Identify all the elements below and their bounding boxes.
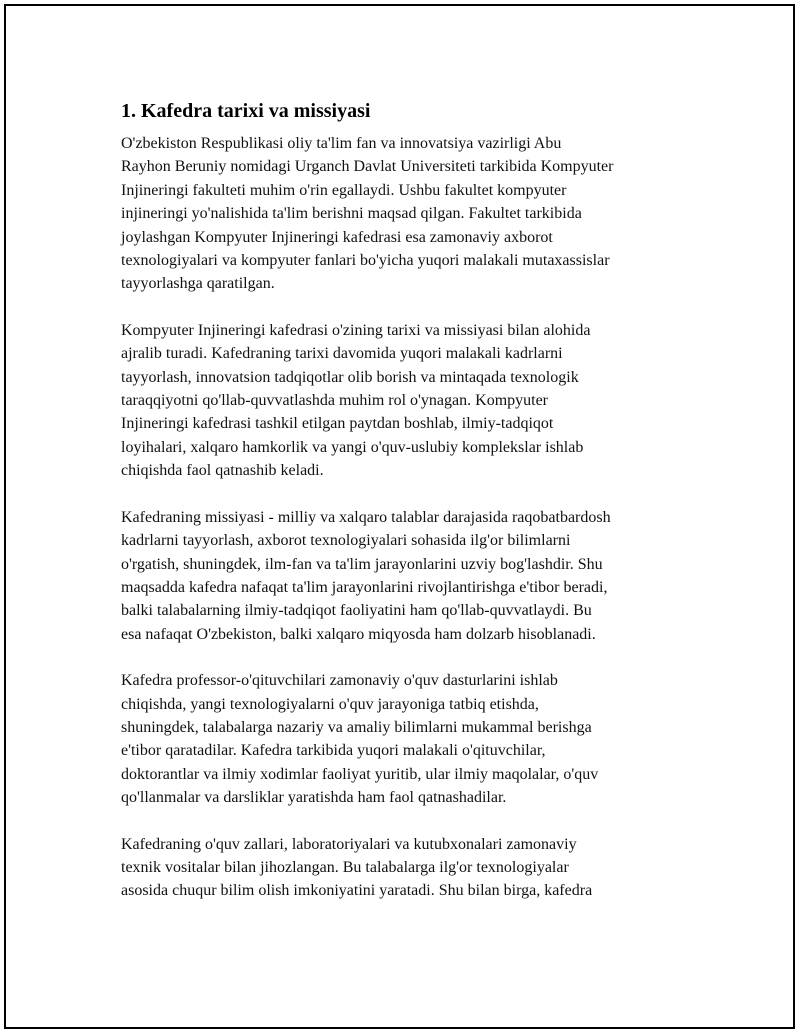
paragraph-1: O'zbekiston Respublikasi oliy ta'lim fan va innovatsiya vazirligi Abu Rayhon Beruniy nomidagi Urganch Davlat Universiteti tarkibida Kompyuter Injineringi fakulteti muhim o'rin egallaydi. Ushbu fakultet kompyuter injineringi yo'nalishida ta'lim berishni maqsad qilgan. Fakultet tarkibida joylashgan Kompyuter Injineringi kafedrasi esa zamonaviy axborot texnologiyalari va kompyuter fanlari bo'yicha yuqori malakali mutaxassislar tayyorlashga qaratilgan. xyxy=(121,135,614,293)
section-heading: 1. Kafedra tarixi va missiyasi xyxy=(121,100,371,122)
paragraph-5: Kafedraning o'quv zallari, laboratoriyalari va kutubxonalari zamonaviy texnik vositalar bilan jihozlangan. Bu talabalarga ilg'or texnologiyalar asosida chuqur bilim olish imkoniyatini yaratadi. Shu bilan birga, kafedra xyxy=(121,835,593,900)
paragraph-4: Kafedra professor-o'qituvchilari zamonaviy o'quv dasturlarini ishlab chiqishda, yangi texnologiyalarni o'quv jarayoniga tatbiq etishda, shuningdek, talabalarga nazariy va amaliy bilimlarni mukammal berishga e'tibor qaratadilar. Kafedra tarkibida yuqori malakali o'qituvchilar, doktorantlar va ilmiy xodimlar faoliyat yuritib, ular ilmiy maqolalar, o'quv qo'llanmalar va darsliklar yaratishda ham faol qatnashadilar. xyxy=(121,672,599,807)
document-page xyxy=(4,4,795,1029)
document-body xyxy=(121,98,696,926)
paragraph-3: Kafedraning missiyasi - milliy va xalqaro talablar darajasida raqobatbardosh kadrlarni tayyorlash, axborot texnologiyalari sohasida ilg'or bilimlarni o'rgatish, shuningdek, ilm-fan va ta'lim jarayonlarini uzviy bog'lashdir. Shu maqsadda kafedra nafaqat ta'lim jarayonlarini rivojlantirishga e'tibor beradi, balki talabalarning ilmiy-tadqiqot faoliyatini ham qo'llab-quvvatlaydi. Bu esa nafaqat O'zbekiston, balki xalqaro miqyosda ham dolzarb hisoblanadi. xyxy=(121,508,611,643)
paragraph-2: Kompyuter Injineringi kafedrasi o'zining tarixi va missiyasi bilan alohida ajralib turadi. Kafedraning tarixi davomida yuqori malakali kadrlarni tayyorlash, innovatsion tadqiqotlar olib borish va mintaqada texnologik taraqqiyotni qo'llab-quvvatlashda muhim rol o'ynagan. Kompyuter Injineringi kafedrasi tashkil etilgan paytdan boshlab, ilmiy-tadqiqot loyihalari, xalqaro hamkorlik va yangi o'quv-uslubiy komplekslar ishlab chiqishda faol qatnashib keladi. xyxy=(121,321,591,480)
